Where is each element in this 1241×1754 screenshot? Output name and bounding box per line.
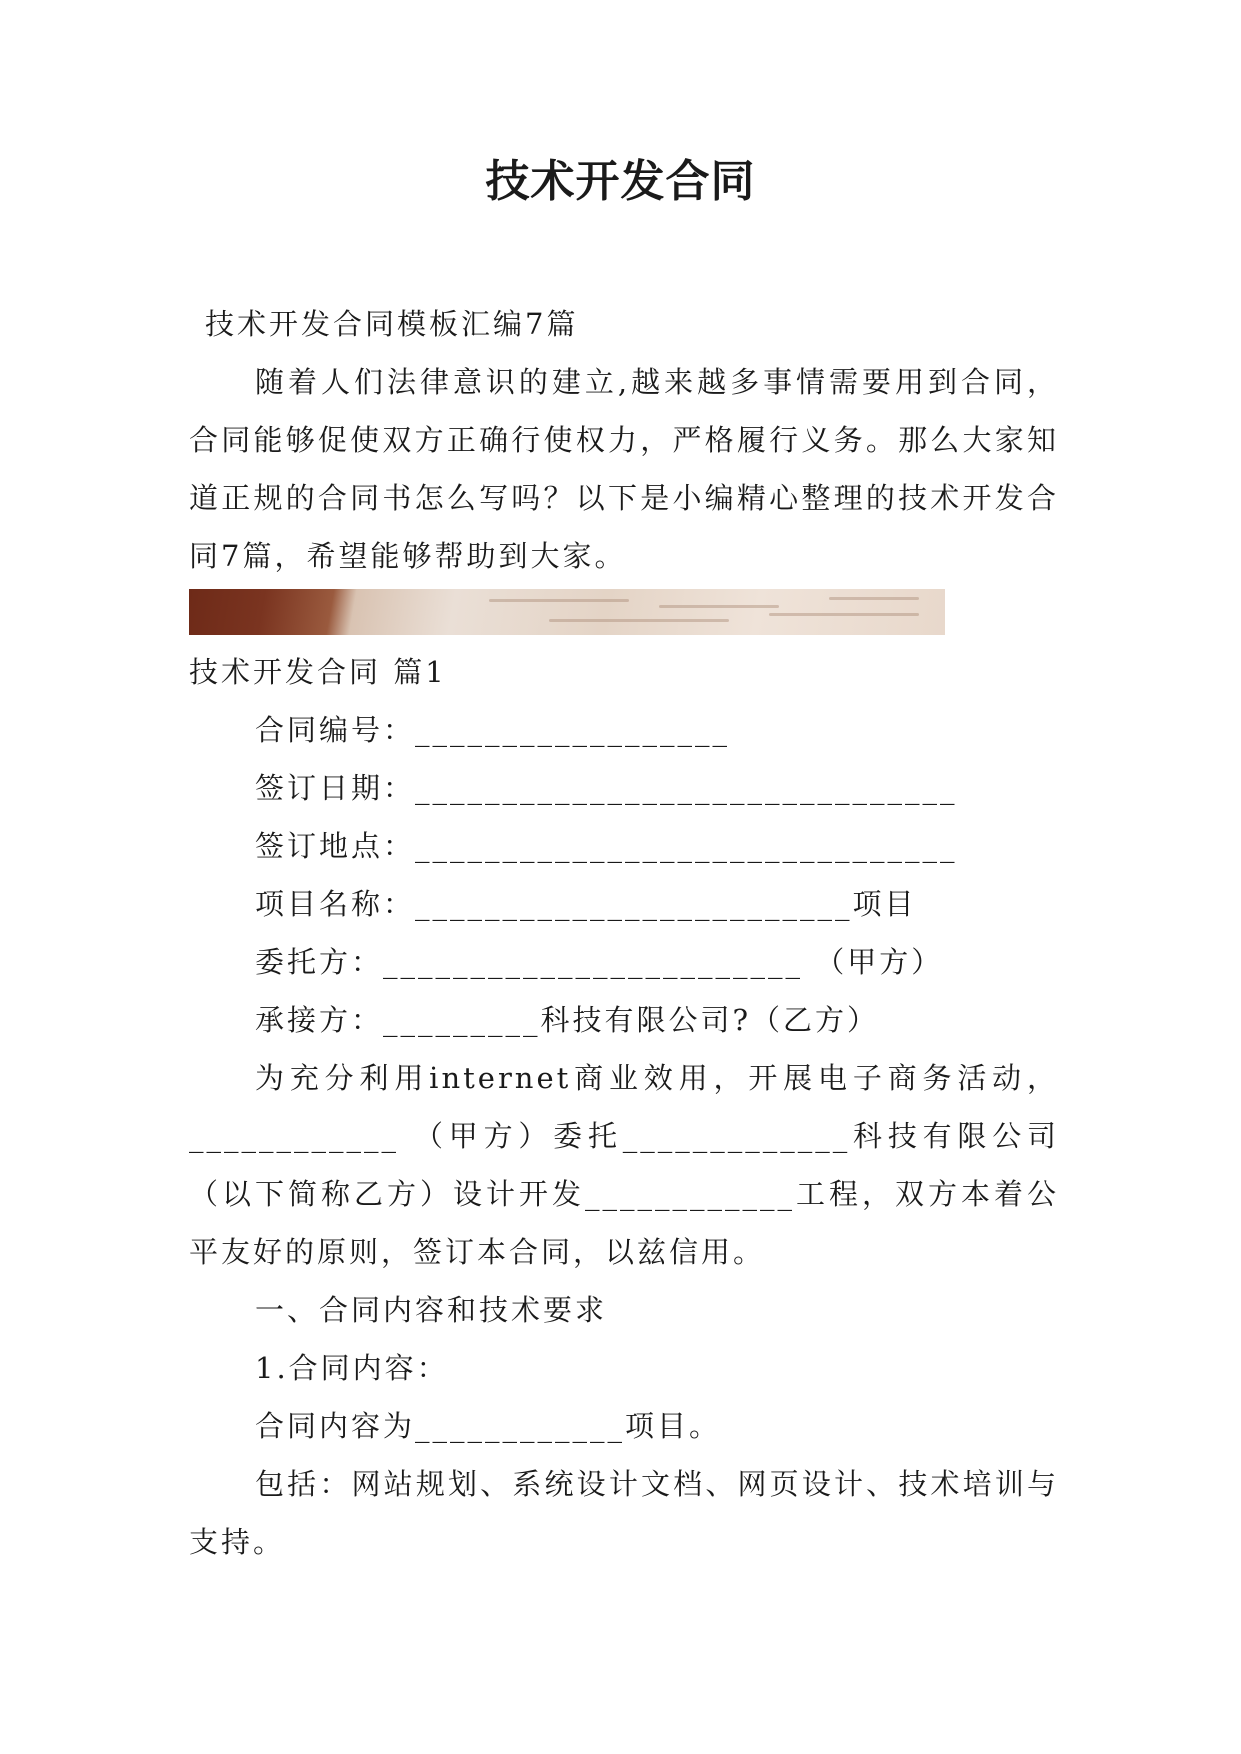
field-contractor: 承接方：_________科技有限公司?（乙方）	[255, 1003, 880, 1037]
document-body	[189, 295, 1059, 1571]
purpose-paragraph: 为充分利用internet商业效用，开展电子商务活动，____________ （甲方）委托_____________科技有限公司（以下简称乙方）设计开发____________工程，双方本着公平友好的原则，签订本合同，以兹信用。	[189, 1061, 1060, 1269]
section-heading: 技术开发合同 篇1	[189, 655, 447, 689]
clause-1-scope: 包括：网站规划、系统设计文档、网页设计、技术培训与支持。	[189, 1467, 1059, 1559]
document-title: 技术开发合同	[485, 156, 756, 207]
field-sign-date: 签订日期：_______________________________	[255, 771, 958, 805]
clause-heading: 一、合同内容和技术要求	[255, 1293, 608, 1327]
decorative-banner-image	[189, 589, 945, 635]
document-subtitle: 技术开发合同模板汇编7篇	[205, 307, 579, 341]
clause-1-content: 合同内容为____________项目。	[255, 1409, 722, 1443]
field-client: 委托方：________________________ （甲方）	[255, 945, 944, 979]
clause-1-label: 1.合同内容：	[255, 1351, 449, 1385]
field-contract-number: 合同编号：__________________	[255, 713, 731, 747]
field-sign-place: 签订地点：_______________________________	[255, 829, 958, 863]
field-project-name: 项目名称：_________________________项目	[255, 887, 917, 921]
intro-paragraph: 随着人们法律意识的建立,越来越多事情需要用到合同，合同能够促使双方正确行使权力，严格履行义务。那么大家知道正规的合同书怎么写吗？以下是小编精心整理的技术开发合同7篇，希望能够帮助到大家。	[189, 365, 1059, 573]
